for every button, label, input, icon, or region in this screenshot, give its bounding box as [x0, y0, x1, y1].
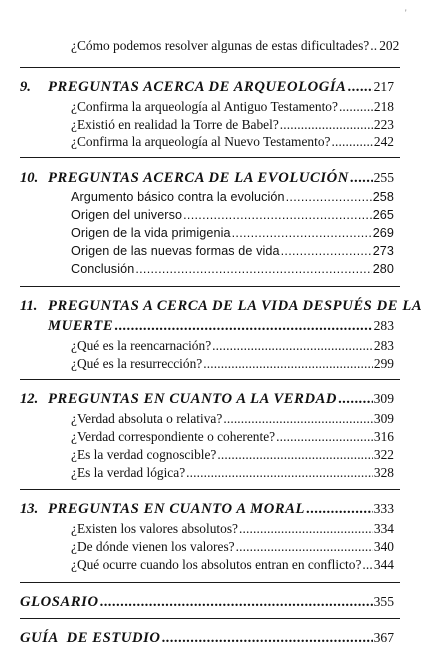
leader-dots [280, 117, 373, 133]
toc-entry[interactable] [71, 262, 394, 276]
leader-dots [223, 411, 373, 427]
study-guide-heading[interactable] [20, 630, 394, 647]
entry-text: ¿Confirma la arqueología al Antiguo Testamento? [71, 99, 338, 114]
leader-dots [212, 338, 373, 354]
section-title: PREGUNTAS EN CUANTO A MORAL [48, 501, 306, 517]
toc-entry[interactable] [71, 465, 394, 481]
section-rule [20, 286, 400, 287]
section-title-continued: MUERTE [48, 318, 114, 334]
leader-dots [331, 134, 372, 150]
entry-page: 322 [373, 447, 394, 462]
section-heading-continued[interactable] [48, 318, 394, 335]
toc-entry[interactable] [71, 429, 394, 445]
toc-entry[interactable] [71, 190, 394, 204]
entry-text: ¿Verdad absoluta o relativa? [71, 411, 223, 426]
toc-entry[interactable] [71, 38, 400, 54]
entry-page: 334 [373, 521, 394, 536]
section-title: PREGUNTAS ACERCA DE ARQUEOLOGÍA [48, 79, 347, 95]
leader-dots [183, 208, 372, 222]
leader-dots [203, 356, 373, 372]
entry-page: 269 [372, 226, 394, 240]
leader-dots [348, 79, 373, 96]
section-rule [20, 157, 400, 158]
entry-text: ¿Qué es la resurrección? [71, 356, 203, 371]
leader-dots [232, 226, 372, 240]
glossary-heading[interactable] [20, 594, 394, 611]
entry-page: 299 [373, 356, 394, 371]
toc-entry[interactable] [71, 338, 394, 354]
toc-entry[interactable] [71, 521, 394, 537]
section-page: 333 [373, 501, 394, 516]
leader-dots [281, 244, 372, 258]
toc-entry[interactable] [71, 356, 394, 372]
leader-dots [186, 465, 373, 481]
leader-dots [276, 429, 373, 445]
section-heading[interactable] [20, 391, 394, 408]
leader-dots [338, 391, 373, 408]
toc-entry[interactable] [71, 244, 394, 258]
entry-page: 273 [372, 244, 394, 258]
toc-entry[interactable] [71, 99, 394, 115]
entry-text: ¿Existen los valores absolutos? [71, 521, 238, 536]
section-rule [20, 489, 400, 490]
toc-entry[interactable] [71, 208, 394, 222]
study-guide-page: 367 [373, 630, 394, 645]
section-title: PREGUNTAS EN CUANTO A LA VERDAD [48, 391, 338, 407]
entry-text: ¿Es la verdad lógica? [71, 465, 186, 480]
entry-page: 242 [373, 134, 394, 149]
entry-page: 340 [373, 539, 394, 554]
entry-text: ¿Existió en realidad la Torre de Babel? [71, 117, 279, 132]
section-number: 13. [20, 501, 39, 517]
leader-dots [114, 318, 372, 335]
leader-dots [350, 170, 373, 187]
entry-page: 283 [373, 338, 394, 353]
section-title: PREGUNTAS A CERCA DE LA VIDA DESPUÉS DE LA [48, 298, 423, 314]
leader-dots [236, 539, 373, 555]
entry-page: 328 [373, 465, 394, 480]
entry-text: ¿Es la verdad cognoscible? [71, 447, 217, 462]
section-rule [20, 582, 400, 583]
entry-text: Conclusión [71, 262, 135, 276]
toc-entry[interactable] [71, 539, 394, 555]
entry-page: 202 [379, 38, 400, 53]
entry-text: Origen de la vida primigenia [71, 226, 231, 240]
toc-entry[interactable] [71, 447, 394, 463]
entry-page: 316 [373, 429, 394, 444]
leader-dots [239, 521, 373, 537]
entry-page: 223 [373, 117, 394, 132]
section-rule [20, 618, 400, 619]
entry-text: ¿Confirma la arqueología al Nuevo Testamento? [71, 134, 331, 149]
entry-text: ¿Cómo podemos resolver algunas de estas dificultades? [71, 38, 370, 53]
leader-dots [339, 99, 373, 115]
entry-text: Origen del universo [71, 208, 183, 222]
leader-dots [217, 447, 373, 463]
section-heading[interactable] [20, 170, 394, 187]
entry-page: 218 [373, 99, 394, 114]
entry-text: ¿Verdad correspondiente o coherente? [71, 429, 276, 444]
glossary-title: GLOSARIO [20, 594, 99, 610]
leader-dots [362, 557, 373, 573]
corner-mark: ' [405, 8, 407, 18]
leader-dots [306, 501, 373, 518]
toc-entry[interactable] [71, 557, 394, 573]
section-heading[interactable] [20, 298, 423, 315]
entry-page: 280 [372, 262, 394, 276]
section-number: 9. [20, 79, 31, 95]
toc-entry[interactable] [71, 411, 394, 427]
leader-dots [162, 630, 373, 647]
section-number: 11. [20, 298, 38, 314]
leader-dots [135, 262, 371, 276]
section-heading[interactable] [20, 501, 394, 518]
entry-text: Argumento básico contra la evolución [71, 190, 285, 204]
leader-dots [370, 38, 378, 54]
entry-text: ¿Qué ocurre cuando los absolutos entran en conflicto? [71, 557, 362, 572]
section-rule [20, 67, 400, 68]
toc-entry[interactable] [71, 134, 394, 150]
section-number: 10. [20, 170, 39, 186]
section-page: 283 [373, 318, 394, 333]
entry-text: ¿De dónde vienen los valores? [71, 539, 235, 554]
leader-dots [100, 594, 373, 611]
section-heading[interactable] [20, 79, 394, 96]
entry-page: 309 [373, 411, 394, 426]
study-guide-title: GUÍA DE ESTUDIO [20, 630, 161, 646]
entry-text: ¿Qué es la reencarnación? [71, 338, 212, 353]
entry-page: 258 [372, 190, 394, 204]
section-page: 217 [373, 79, 394, 94]
glossary-page: 355 [373, 594, 394, 609]
entry-page: 344 [373, 557, 394, 572]
toc-entry[interactable] [71, 226, 394, 240]
leader-dots [286, 190, 372, 204]
section-page: 309 [373, 391, 394, 406]
toc-entry[interactable] [71, 117, 394, 133]
section-number: 12. [20, 391, 39, 407]
section-rule [20, 379, 400, 380]
section-title: PREGUNTAS ACERCA DE LA EVOLUCIÓN [48, 170, 349, 186]
entry-page: 265 [372, 208, 394, 222]
section-page: 255 [373, 170, 394, 185]
entry-text: Origen de las nuevas formas de vida [71, 244, 280, 258]
